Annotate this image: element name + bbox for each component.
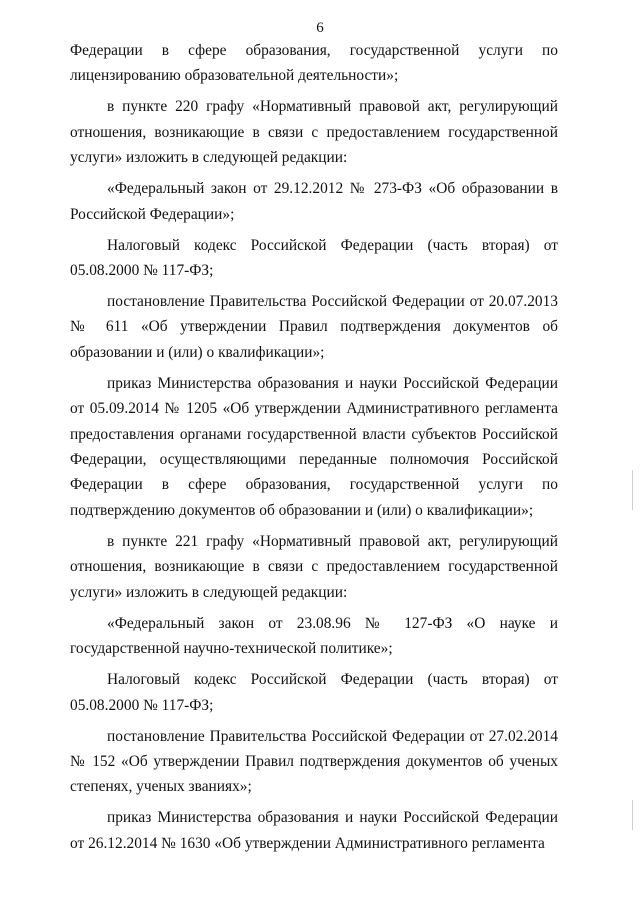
paragraph-resolution-152: постановление Правительства Российской Федерации от 27.02.2014 № 152 «Об утверждении Правил подтверждения документов об ученых степенях, ученых званиях»; (70, 727, 558, 796)
paragraph-item-221-instruction: в пункте 221 графу «Нормативный правовой акт, регулирующий отношения, возникающие в связи с предоставлением государственной услуги» изложить в следующей редакции: (70, 532, 558, 601)
paragraph-federal-law-273: «Федеральный закон от 29.12.2012 № 273-ФЗ «Об образовании в Российской Федерации»; (70, 180, 558, 223)
paragraph-order-1630: приказ Министерства образования и науки Российской Федерации от 26.12.2014 № 1630 «Об утверждении Административного регламента (70, 809, 558, 852)
page-number: 6 (316, 20, 324, 36)
scan-edge-mark (632, 470, 633, 510)
paragraph-tax-code-1: Налоговый кодекс Российской Федерации (часть вторая) от 05.08.2000 № 117-ФЗ; (70, 236, 558, 280)
paragraph-order-1205: приказ Министерства образования и науки Российской Федерации от 05.09.2014 № 1205 «Об утверждении Административного регламента предоставления органами государственной власти субъектов Российской Федерации, осуществляющими переданные полномочия Российской Федерации в сфере образования, государственной услуги по подтверждению документов об образовании и (или) о квалификации»; (70, 374, 558, 519)
document-body (70, 38, 558, 862)
scan-edge-mark (632, 800, 633, 830)
paragraph-item-220-instruction: в пункте 220 графу «Нормативный правовой акт, регулирующий отношения, возникающие в связи с предоставлением государственной услуги» изложить в следующей редакции: (70, 98, 558, 167)
paragraph-resolution-611: постановление Правительства Российской Федерации от 20.07.2013 № 611 «Об утверждении Правил подтверждения документов об образовании и (или) о квалификации»; (70, 293, 558, 361)
paragraph-federal-law-127: «Федеральный закон от 23.08.96 № 127-ФЗ «О науке и государственной научно-технической политике»; (70, 614, 558, 658)
paragraph-continuation: Федерации в сфере образования, государственной услуги по лицензированию образовательной деятельности»; (70, 42, 558, 85)
paragraph-tax-code-2: Налоговый кодекс Российской Федерации (часть вторая) от 05.08.2000 № 117-ФЗ; (70, 671, 558, 714)
